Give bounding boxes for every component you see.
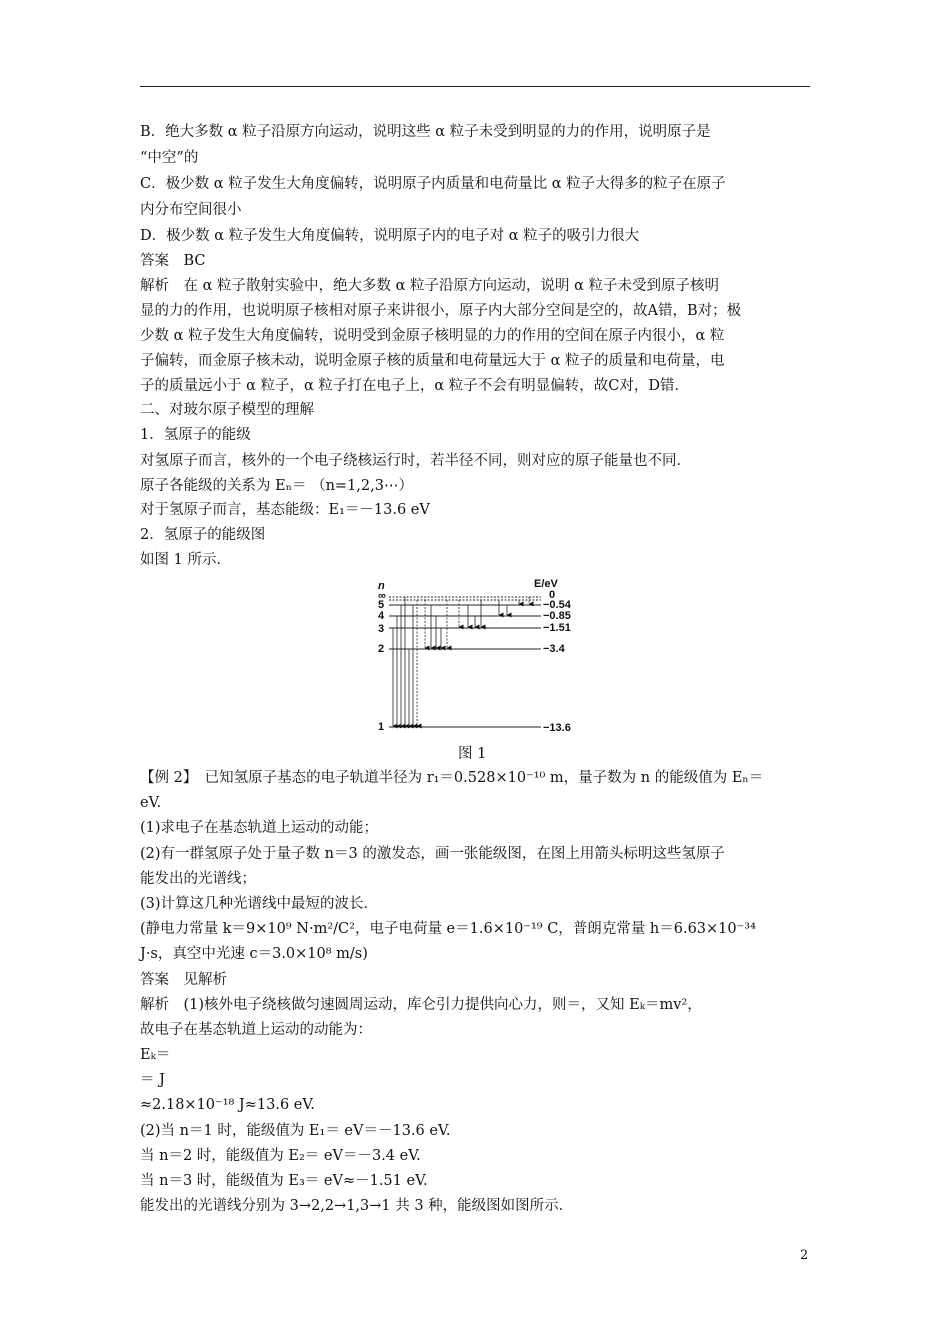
analysis-1-line3: 少数 α 粒子发生大角度偏转，说明受到金原子核明显的力的作用的空间在原子内很小，α 粒 — [140, 328, 725, 344]
constants-line2: J·s，真空中光速 c＝3.0×10⁸ m/s) — [140, 946, 368, 962]
level-n-3: 3 — [378, 623, 385, 635]
analysis-2-line1: 解析 (1)核外电子绕核做匀速圆周运动，库仑引力提供向心力，则＝，又知 Eₖ＝mv²， — [140, 997, 702, 1013]
figure-ref: 如图 1 所示． — [140, 552, 231, 568]
option-d: D．极少数 α 粒子发生大角度偏转，说明原子内的电子对 α 粒子的吸引力很大 — [140, 228, 640, 244]
paragraph-energy: 对氢原子而言，核外的一个电子绕核运行时，若半径不同，则对应的原子能量也不同． — [140, 453, 691, 469]
option-b-line1: B．绝大多数 α 粒子沿原方向运动，说明这些 α 粒子未受到明显的力的作用，说明原子是 — [140, 124, 711, 140]
question-2-line1: (2)有一群氢原子处于量子数 n＝3 的激发态，画一张能级图，在图上用箭头标明这些氢原子 — [140, 846, 725, 862]
analysis-1-line2: 显的力的作用，也说明原子核相对原子来讲很小，原子内大部分空间是空的，故A错，B对；极 — [140, 303, 742, 319]
level-n1: (2)当 n＝1 时，能级值为 E₁＝ eV＝－13.6 eV. — [140, 1123, 451, 1139]
section-heading: 二、对玻尔原子模型的理解 — [140, 402, 314, 418]
level-lines — [389, 597, 541, 727]
level-e-2: −3.4 — [543, 643, 565, 655]
answer-1: 答案 BC — [140, 253, 206, 269]
level-n-5: 5 — [378, 599, 385, 611]
level-n2: 当 n＝2 时，能级值为 E₂＝ eV＝－3.4 eV. — [140, 1148, 421, 1164]
option-c-line2: 内分布空间很小 — [140, 202, 242, 218]
constants-line1: (静电力常量 k＝9×10⁹ N·m²/C²，电子电荷量 e＝1.6×10⁻¹⁹ C，普朗克常量 h＝6.63×10⁻³⁴ — [140, 921, 756, 937]
level-n3: 当 n＝3 时，能级值为 E₃＝ eV≈－1.51 eV. — [140, 1173, 428, 1189]
level-n-1: 1 — [378, 721, 385, 733]
ground-level: 对于氢原子而言，基态能级：E₁＝－13.6 eV — [140, 502, 430, 518]
answer-2: 答案 见解析 — [140, 972, 227, 988]
level-n-4: 4 — [378, 610, 385, 622]
option-c-line1: C．极少数 α 粒子发生大角度偏转，说明原子内质量和电荷量比 α 粒子大得多的粒子在原子 — [140, 176, 726, 192]
ek-formula-line1: Eₖ＝ — [140, 1047, 171, 1063]
question-3: (3)计算这几种光谱线中最短的波长． — [140, 896, 379, 912]
question-2-line2: 能发出的光谱线； — [140, 871, 256, 887]
analysis-1-line4: 子偏转，而金原子核未动，说明金原子核的质量和电荷量远大于 α 粒子的质量和电荷量，电 — [140, 353, 725, 369]
figure-caption: 图 1 — [458, 746, 487, 762]
spectral-lines: 能发出的光谱线分别为 3→2,2→1,3→1 共 3 种，能级图如图所示． — [140, 1198, 574, 1214]
analysis-2-line2: 故电子在基态轨道上运动的动能为： — [140, 1022, 372, 1038]
formula-levels: 原子各能级的关系为 Eₙ＝ （n=1,2,3⋯） — [140, 478, 413, 494]
subheading-1: 1．氢原子的能级 — [140, 427, 251, 443]
level-e-4: −0.85 — [543, 610, 571, 622]
level-e-inf: 0 — [549, 589, 556, 601]
level-n-inf: ∞ — [378, 590, 386, 602]
diagram-e-label: E/eV — [534, 578, 558, 590]
level-e-1: −13.6 — [543, 722, 571, 734]
energy-level-diagram — [373, 577, 585, 737]
option-b-line2: “中空”的 — [140, 150, 199, 166]
question-1: (1)求电子在基态轨道上运动的动能； — [140, 820, 379, 836]
ek-formula-line2: ＝ J — [140, 1072, 165, 1088]
subheading-2: 2．氢原子的能级图 — [140, 527, 266, 543]
analysis-1-line5: 子的质量远小于 α 粒子，α 粒子打在电子上，α 粒子不会有明显偏转，故C对，D错． — [140, 378, 690, 394]
page-number: 2 — [800, 1248, 809, 1263]
ek-result: ≈2.18×10⁻¹⁸ J≈13.6 eV. — [140, 1097, 315, 1113]
header-rule — [140, 86, 810, 87]
level-e-3: −1.51 — [543, 622, 571, 634]
example-2-line2: eV. — [140, 795, 162, 811]
diagram-n-label: n — [378, 580, 385, 592]
analysis-1-line1: 解析 在 α 粒子散射实验中，绝大多数 α 粒子沿原方向运动，说明 α 粒子未受到原子核明 — [140, 278, 720, 294]
level-e-5: −0.54 — [543, 599, 571, 611]
level-n-2: 2 — [378, 643, 385, 655]
example-2-line1: 【例 2】 已知氢原子基态的电子轨道半径为 r₁＝0.528×10⁻¹⁰ m，量子数为 n 的能级值为 Eₙ＝ — [140, 770, 764, 786]
